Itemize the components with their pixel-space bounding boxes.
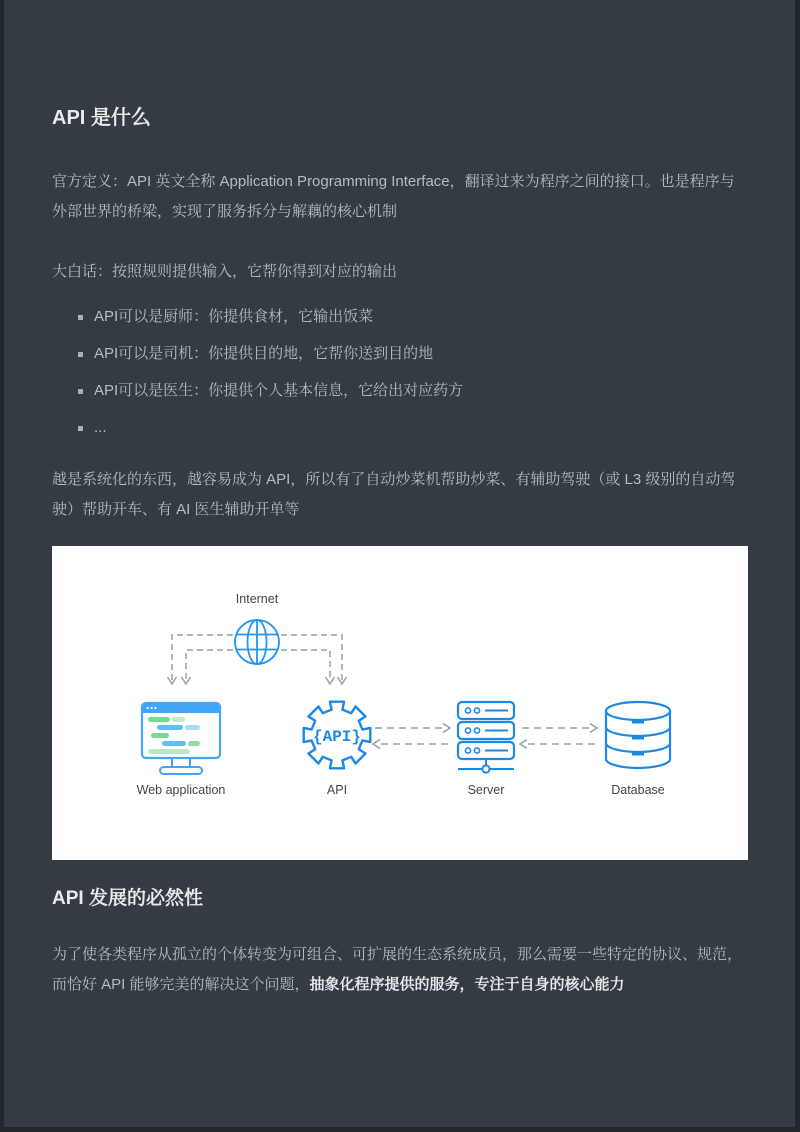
necessity-bold-text: 抽象化程序提供的服务，专注于自身的核心能力	[309, 976, 625, 993]
database-label: Database	[611, 783, 665, 797]
monitor-icon	[142, 703, 220, 774]
arrow-right-icon	[590, 724, 597, 733]
list-item	[78, 379, 748, 403]
globe-icon	[235, 620, 279, 664]
arrow-down-icon	[326, 677, 335, 684]
section-title-api-necessity: API 发展的必然性	[52, 888, 203, 909]
arrow-right-icon	[443, 724, 450, 733]
list-item	[78, 416, 748, 440]
dashed-connector	[281, 650, 330, 680]
api-architecture-diagram-card	[52, 546, 748, 860]
dashed-connector	[281, 635, 342, 680]
arrow-left-icon	[520, 740, 527, 749]
list-item-text: API可以是司机：你提供目的地，它帮你送到目的地	[94, 345, 434, 362]
list-item-text: API可以是厨师：你提供食材，它输出饭菜	[94, 308, 374, 325]
gear-api-icon	[304, 702, 371, 769]
server-label: Server	[467, 783, 505, 797]
dashed-connector	[172, 635, 233, 680]
list-item	[78, 342, 748, 366]
api-flow-diagram	[52, 546, 748, 860]
list-item-text: API可以是医生：你提供个人基本信息，它给出对应药方	[94, 382, 464, 399]
bullet-icon	[78, 426, 83, 431]
arrow-left-icon	[373, 740, 380, 749]
api-analogy-list	[52, 305, 748, 440]
webapp-label: Web application	[136, 783, 226, 797]
bullet-icon	[78, 352, 83, 357]
database-icon	[606, 702, 670, 768]
section-title-what-is-api: API 是什么	[52, 107, 151, 129]
paragraph-necessity	[52, 940, 748, 1000]
necessity-text: 为了使各类程序从孤立的个体转变为可组合、可扩展的生态系统成员，那么需要一些特定的协议、规范，而恰好 API 能够完美的解决这个问题，	[52, 946, 743, 993]
article-content	[52, 104, 748, 1000]
internet-label: Internet	[235, 592, 279, 606]
bullet-icon	[78, 315, 83, 320]
gear-api-text: {API}	[312, 728, 362, 746]
bullet-icon	[78, 389, 83, 394]
paragraph-plain-words: 大白话：按照规则提供输入，它帮你得到对应的输出	[52, 263, 398, 280]
list-item	[78, 305, 748, 329]
paragraph-systemization: 越是系统化的东西，越容易成为 API，所以有了自动炒菜机帮助炒菜、有辅助驾驶（或 L3 级别的自动驾驶）帮助开车、有 AI 医生辅助开单等	[52, 471, 736, 518]
api-label: API	[326, 783, 348, 797]
server-icon	[458, 702, 514, 773]
list-item-text: ...	[94, 419, 107, 436]
paragraph-official-definition: 官方定义：API 英文全称 Application Programming Interface，翻译过来为程序之间的接口。也是程序与外部世界的桥梁，实现了服务拆分与解藕的核心机制	[52, 173, 735, 220]
dashed-connector	[186, 650, 233, 680]
